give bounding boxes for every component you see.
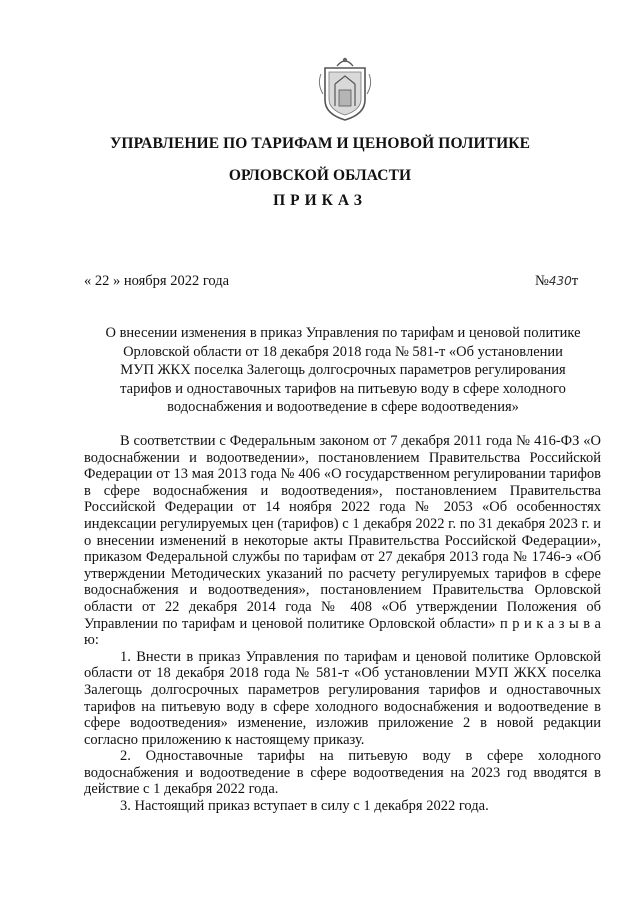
number-prefix: №: [535, 273, 549, 289]
organization-line-1: УПРАВЛЕНИЕ ПО ТАРИФАМ И ЦЕНОВОЙ ПОЛИТИКЕ: [109, 135, 531, 152]
order-item-3: 3. Настоящий приказ вступает в силу с 1 декабря 2022 года.: [120, 798, 489, 815]
subject-line: Орловской области от 18 декабря 2018 года № 581-т «Об установлении: [123, 343, 563, 360]
document-subject: [80, 324, 606, 417]
number-suffix: т: [571, 273, 579, 289]
subject-line: МУП ЖКХ поселка Залегощь долгосрочных параметров регулирования: [120, 362, 566, 378]
subject-line: О внесении изменения в приказ Управления по тарифам и ценовой политике: [105, 325, 581, 341]
coat-of-arms-icon: [315, 54, 375, 124]
preamble-paragraph: В соответствии с Федеральным законом от 7 декабря 2011 года № 416-ФЗ «О водоснабжении и водоотведении», постановлением Правительства Российской Федерации от 13 мая 2013 года № 406 «О государственном регулировании тарифов в сфере водоснабжения и водоотведения», постановлением Правительства Российской Федерации от 14 ноября 2022 года № 2053 «Об особенностях индексации регулируемых цен (тарифов) с 1 декабря 2022 г. по 31 декабря 2023 г. и о внесении изменений в некоторые акты Правительства Российской Федерации», приказом Федеральной службы по тарифам от 27 декабря 2013 года № 1746-э «Об утверждении Методических указаний по расчету регулируемых тарифов в сфере водоснабжения и водоотведения», постановлением Правительства Орловской области от 22 декабря 2014 года № 408 «Об утверждении Положения об Управлении по тарифам и ценовой политике Орловской области» п р и к а з ы в а ю:: [84, 433, 601, 649]
number-handwritten: 430: [548, 274, 572, 288]
subject-line: водоснабжения и водоотведение в сфере водоотведения»: [167, 399, 519, 415]
organization-title: [40, 134, 600, 186]
order-item-1: 1. Внести в приказ Управления по тарифам и ценовой политике Орловской области от 18 декабря 2018 года № 581-т «Об установлении МУП ЖКХ поселка Залегощь долгосрочных параметров регулирования тарифов и одноставочных тарифов на питьевую воду в сфере холодного водоснабжения и водоотведение в сфере водоотведения» изменение, изложив приложение 2 в новой редакции согласно приложению к настоящему приказу.: [84, 648, 601, 748]
document-date: « 22 » ноября 2022 года: [84, 273, 230, 289]
document-type: ПРИКАЗ: [273, 192, 367, 209]
document-body: [84, 433, 601, 815]
order-item-2: 2. Одноставочные тарифы на питьевую воду в сфере холодного водоснабжения и водоотведение в сфере водоотведения на 2023 год вводятся в действие с 1 декабря 2022 года.: [84, 748, 601, 798]
subject-line: тарифов и одноставочных тарифов на питьевую воду в сфере холодного: [120, 380, 566, 397]
organization-line-2: ОРЛОВСКОЙ ОБЛАСТИ: [228, 167, 412, 184]
document-number: [535, 272, 578, 290]
